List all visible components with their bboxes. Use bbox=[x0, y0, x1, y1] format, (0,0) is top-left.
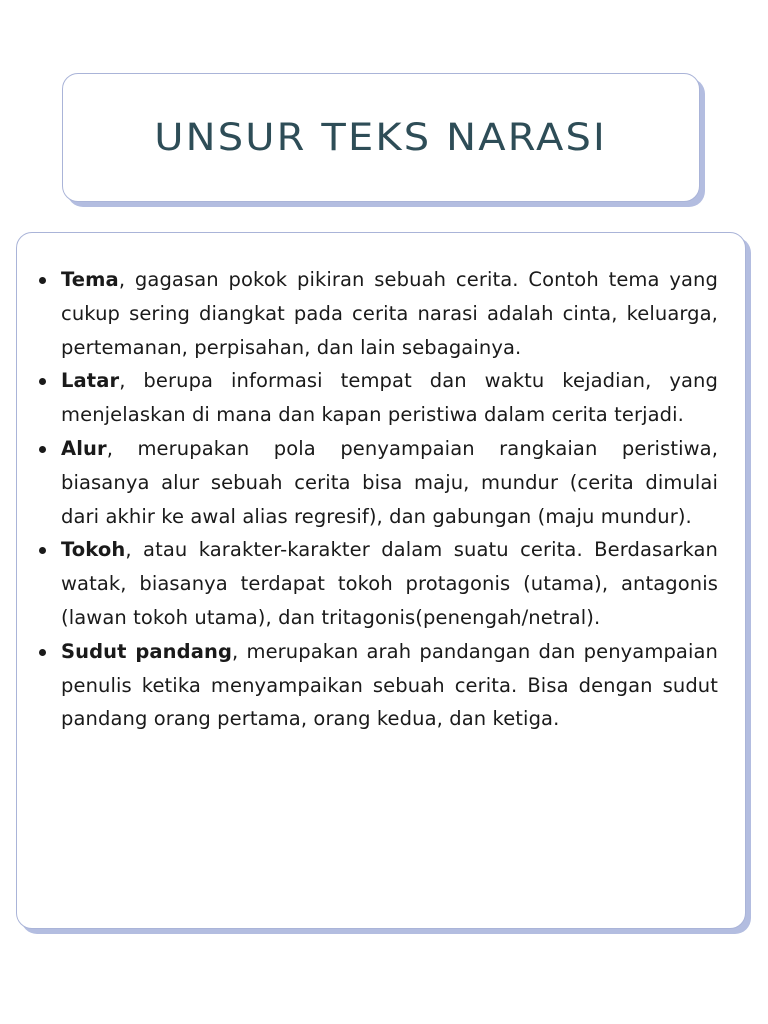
term-description: , merupakan pola penyampaian rangkaian peristiwa, biasanya alur sebuah cerita bisa maju, mundur (cerita dimulai dari akhir ke awal alias regresif), dan gabungan (maju mundur). bbox=[61, 436, 718, 528]
bullet-icon bbox=[39, 378, 46, 385]
list-item-alur bbox=[61, 432, 718, 533]
term-label: Sudut pandang bbox=[61, 639, 233, 663]
term-label: Alur bbox=[61, 436, 107, 460]
title-card bbox=[62, 73, 700, 202]
bullet-icon bbox=[39, 277, 46, 284]
bullet-icon bbox=[39, 649, 46, 656]
term-label: Tema bbox=[61, 268, 119, 291]
page-title: UNSUR TEKS NARASI bbox=[154, 116, 608, 159]
bullet-icon bbox=[39, 547, 46, 554]
list-item-tema bbox=[61, 263, 718, 364]
content-card bbox=[16, 232, 746, 929]
list-item-sudut-pandang bbox=[61, 635, 718, 736]
term-description: , atau karakter-karakter dalam suatu cerita. Berdasarkan watak, biasanya terdapat tokoh protagonis (utama), antagonis (lawan tokoh utama), dan tritagonis(penengah/netral). bbox=[61, 538, 718, 629]
list-item-tokoh bbox=[61, 533, 718, 634]
bullet-icon bbox=[39, 446, 46, 453]
term-label: Latar bbox=[61, 369, 120, 393]
list-item-latar bbox=[61, 364, 718, 432]
term-description: , merupakan arah pandangan dan penyampaian penulis ketika menyampaikan sebuah cerita. Bisa dengan sudut pandang orang pertama, orang kedua, dan ketiga. bbox=[61, 639, 719, 731]
term-description: , berupa informasi tempat dan waktu kejadian, yang menjelaskan di mana dan kapan peristiwa dalam cerita terjadi. bbox=[61, 369, 718, 427]
term-description: , gagasan pokok pikiran sebuah cerita. Contoh tema yang cukup sering diangkat pada cerita narasi adalah cinta, keluarga, pertemanan, perpisahan, dan lain sebagainya. bbox=[61, 268, 718, 359]
element-list bbox=[17, 263, 745, 736]
term-label: Tokoh bbox=[61, 538, 126, 562]
